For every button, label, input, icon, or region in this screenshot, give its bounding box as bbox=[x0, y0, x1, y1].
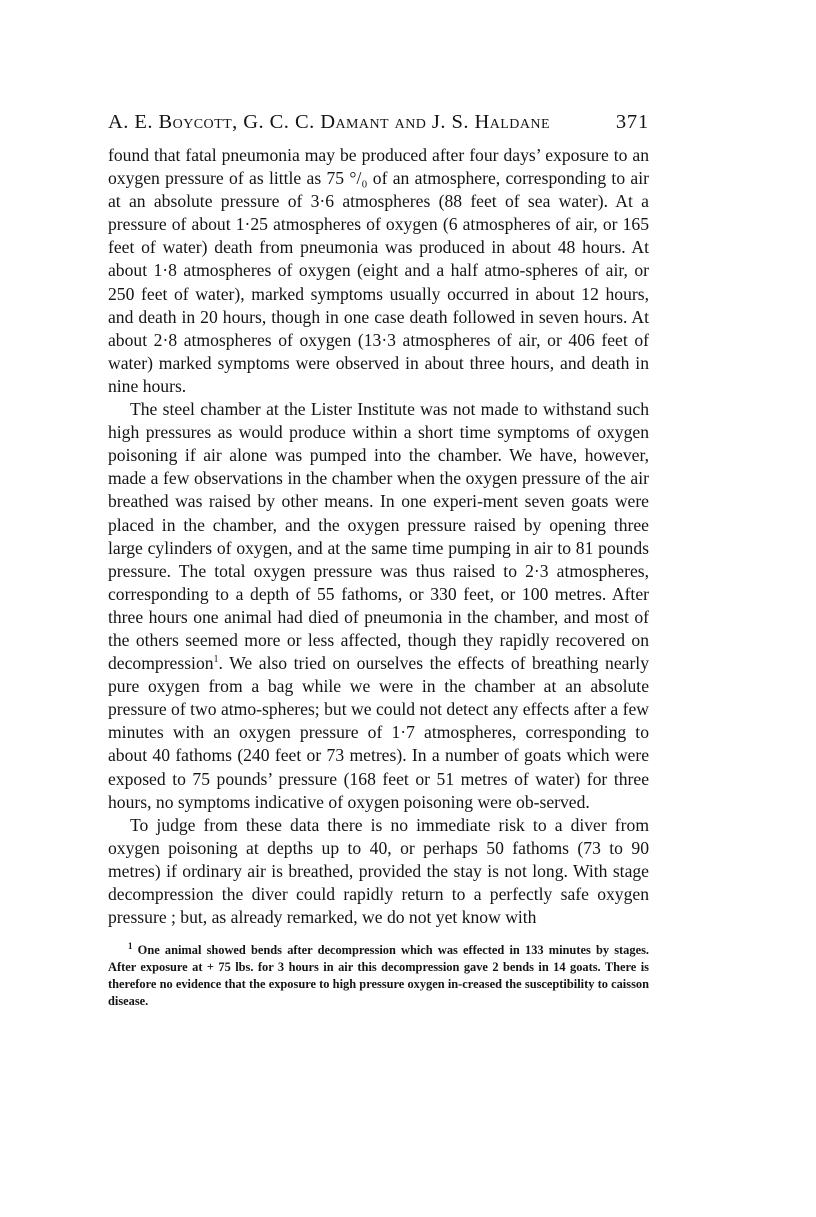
body-text bbox=[108, 144, 649, 929]
page-number: 371 bbox=[615, 111, 649, 133]
footnote-text bbox=[108, 942, 649, 1010]
paragraph bbox=[108, 814, 649, 929]
footnote bbox=[108, 942, 649, 1010]
footnote-body: One animal showed bends after decompression which was effected in 133 minutes by stages. After exposure at + 75 lbs. for 3 hours in air this decompression gave 2 bends in 14 goats. There is therefore no evidence that the exposure to high pressure oxygen in-creased the susceptibility to caisson disease. bbox=[108, 943, 649, 1009]
paragraph-text: To judge from these data there is no immediate risk to a diver from oxygen poisoning at depths up to 40, or perhaps 50 fathoms (73 to 90 metres) if ordinary air is breathed, provided the stay is not long. With stage decompression the diver could rapidly return to a perfectly safe oxygen pressure ; but, as already remarked, we do not yet know with bbox=[108, 814, 649, 928]
running-head bbox=[108, 108, 649, 144]
footnote-reference: 1 bbox=[213, 654, 219, 666]
paragraph-text: found that fatal pneumonia may be produced after four days’ exposure to an oxygen pressure of as little as 75 °/₀ of an atmosphere, corresponding to air at an absolute pressure of 3·6 atmospheres (88 feet of sea water). At a pressure of about 1·25 atmospheres of oxygen (6 atmospheres of air, or 165 feet of water) death from pneumonia was produced in about 48 hours. At about 1·8 atmospheres of oxygen (eight and a half atmo-spheres of air, or 250 feet of water), marked symptoms usually occurred in about 12 hours, and death in 20 hours, though in one case death followed in seven hours. At about 2·8 atmospheres of oxygen (13·3 atmospheres of air, or 406 feet of water) marked symptoms were observed in about three hours, and death in nine hours. bbox=[108, 145, 649, 396]
footnote-mark: 1 bbox=[128, 941, 133, 952]
journal-page bbox=[108, 108, 649, 1010]
paragraph-continued bbox=[108, 144, 649, 398]
paragraph-text: . We also tried on ourselves the effects of breathing nearly pure oxygen from a bag while we were in the chamber at an absolute pressure of two atmo-spheres; but we could not detect any effects after a few minutes with an oxygen pressure of 1·7 atmospheres, corresponding to about 40 fathoms (240 feet or 73 metres). In a number of goats which were exposed to 75 pounds’ pressure (168 feet or 51 metres of water) for three hours, no symptoms indicative of oxygen poisoning were ob-served. bbox=[108, 653, 649, 812]
paragraph-text: The steel chamber at the Lister Institute was not made to withstand such high pressures as would produce within a short time symptoms of oxygen poisoning if air alone was pumped into the chamber. We have, however, made a few observations in the chamber when the oxygen pressure of the air breathed was raised by other means. In one experi-ment seven goats were placed in the chamber, and the oxygen pressure raised by opening three large cylinders of oxygen, and at the same time pumping in air to 81 pounds pressure. The total oxygen pressure was thus raised to 2·3 atmospheres, corresponding to a depth of 55 fathoms, or 330 feet, or 100 metres. After three hours one animal had died of pneumonia in the chamber, and most of the others seemed more or less affected, though they rapidly recovered on decompression bbox=[108, 399, 649, 674]
running-head-authors: A. E. Boycott, G. C. C. Damant and J. S. Haldane bbox=[108, 111, 550, 133]
paragraph bbox=[108, 398, 649, 814]
